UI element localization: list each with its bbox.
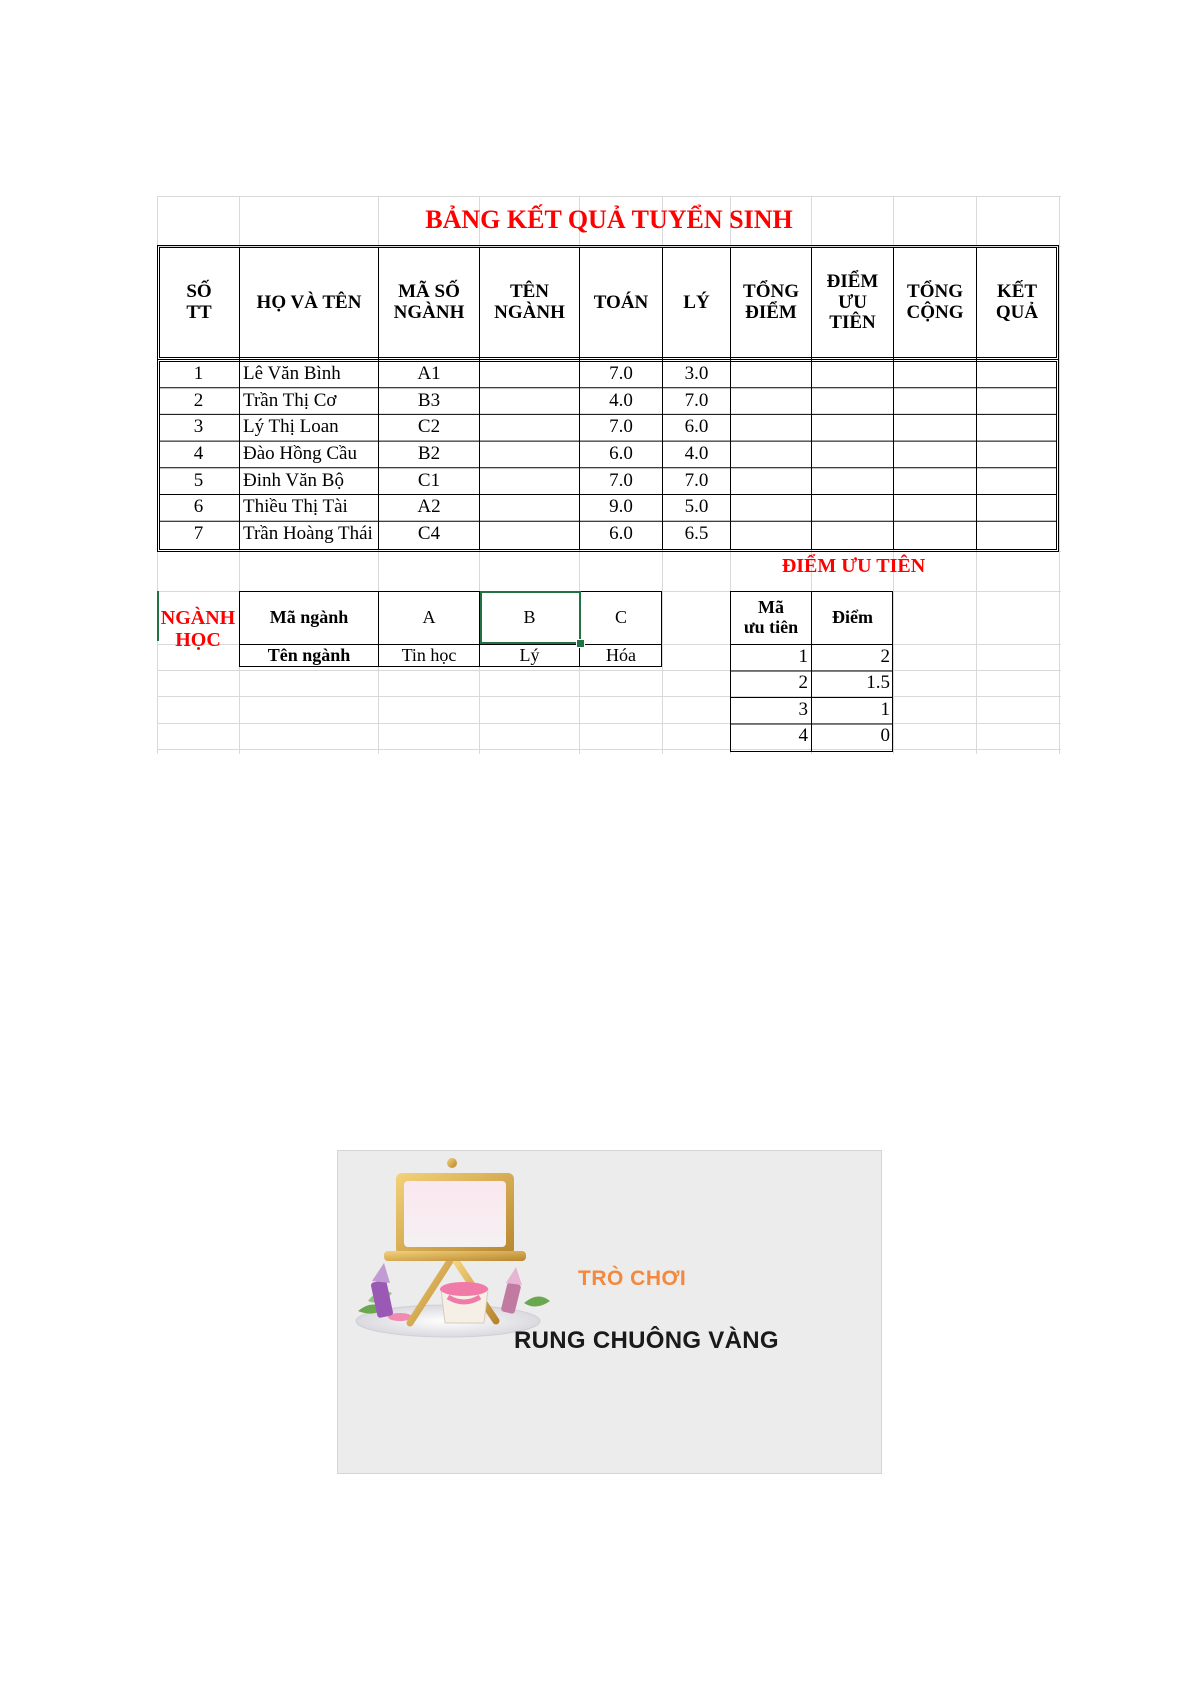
major-code-b[interactable]: B (523, 606, 536, 627)
header-total[interactable] (731, 250, 811, 356)
majors-label-line2: HỌC (175, 628, 221, 651)
header-priority-line3: TIÊN (829, 312, 876, 334)
priority-score[interactable]: 1 (880, 698, 890, 720)
row-math[interactable]: 7.0 (609, 416, 633, 438)
header-result-line2: QUẢ (995, 302, 1039, 323)
row-name[interactable]: Trần Thị Cơ (243, 389, 337, 411)
row-code[interactable]: A1 (417, 362, 441, 384)
priority-code-header-line2: ưu tiên (743, 616, 799, 637)
header-priority-line1: ĐIỂM (826, 270, 879, 292)
row-stt[interactable]: 3 (193, 416, 204, 438)
header-code-line1: MÃ SỐ (398, 281, 460, 303)
row-name[interactable]: Đinh Văn Bộ (243, 469, 344, 491)
major-name-c[interactable]: Hóa (606, 644, 636, 665)
majors-label[interactable] (157, 591, 239, 666)
priority-score[interactable]: 2 (880, 645, 890, 667)
header-priority[interactable] (812, 250, 893, 356)
game-subtitle: TRÒ CHƠI (578, 1267, 687, 1290)
priority-code[interactable]: 4 (798, 725, 808, 747)
header-grand-line1: TỔNG (907, 281, 963, 303)
game-slide (337, 1150, 882, 1474)
priority-score[interactable]: 0 (880, 725, 890, 747)
row-physics[interactable]: 7.0 (684, 469, 709, 491)
selection-edge-marker (157, 591, 159, 641)
row-stt[interactable]: 6 (193, 496, 204, 518)
header-code-line2: NGÀNH (393, 302, 465, 323)
results-spreadsheet (157, 196, 1061, 754)
row-physics[interactable]: 6.5 (684, 523, 709, 545)
majors-label-line1: NGÀNH (160, 606, 236, 629)
fill-handle[interactable] (576, 639, 585, 648)
priority-title: ĐIỂM ƯU TIÊN (781, 555, 926, 577)
row-math[interactable]: 4.0 (609, 389, 633, 411)
major-code-label[interactable]: Mã ngành (269, 606, 349, 627)
row-name[interactable]: Lý Thị Loan (243, 416, 339, 438)
row-physics[interactable]: 3.0 (684, 362, 709, 384)
row-name[interactable]: Thiều Thị Tài (243, 496, 348, 518)
header-code[interactable] (379, 250, 479, 356)
header-stt-line1: SỐ (186, 281, 212, 303)
row-physics[interactable]: 7.0 (684, 389, 709, 411)
priority-code-header[interactable] (731, 591, 811, 644)
major-name-b[interactable]: Lý (519, 644, 540, 665)
row-math[interactable]: 6.0 (609, 523, 633, 545)
row-stt[interactable]: 7 (193, 523, 204, 545)
row-code[interactable]: C1 (417, 469, 441, 491)
priority-code[interactable]: 3 (798, 698, 808, 720)
row-code[interactable]: C4 (417, 523, 441, 545)
row-math[interactable]: 9.0 (609, 496, 633, 518)
header-major-line2: NGÀNH (494, 302, 565, 323)
row-physics[interactable]: 5.0 (684, 496, 709, 518)
row-stt[interactable]: 5 (193, 469, 204, 491)
major-name-a[interactable]: Tin học (401, 644, 457, 665)
header-stt[interactable] (159, 250, 239, 356)
header-grand-line2: CỘNG (906, 302, 964, 323)
row-math[interactable]: 7.0 (609, 469, 633, 491)
header-result[interactable] (977, 250, 1057, 356)
header-physics[interactable]: LÝ (683, 291, 710, 313)
row-code[interactable]: B2 (417, 442, 441, 464)
row-physics[interactable]: 4.0 (684, 442, 709, 464)
row-code[interactable]: C2 (417, 416, 441, 438)
header-total-line1: TỔNG (743, 281, 799, 303)
priority-code-header-line1: Mã (758, 596, 784, 617)
easel-illustration (338, 1151, 573, 1351)
priority-code[interactable]: 2 (798, 672, 808, 694)
header-total-line2: ĐIỂM (745, 302, 797, 323)
header-priority-line2: ƯU (838, 291, 867, 313)
major-name-label[interactable]: Tên ngành (267, 644, 351, 665)
major-code-c[interactable]: C (614, 606, 627, 627)
header-result-line1: KẾT (996, 281, 1038, 303)
row-code[interactable]: B3 (417, 389, 441, 411)
header-stt-line2: TT (186, 302, 212, 323)
header-major-line1: TÊN (509, 281, 550, 303)
priority-code[interactable]: 1 (798, 645, 808, 667)
row-physics[interactable]: 6.0 (684, 416, 709, 438)
header-major[interactable] (480, 250, 579, 356)
row-name[interactable]: Trần Hoàng Thái (243, 523, 373, 545)
header-grand-total[interactable] (894, 250, 976, 356)
major-code-a[interactable]: A (422, 606, 436, 627)
row-name[interactable]: Lê Văn Bình (243, 362, 341, 384)
row-code[interactable]: A2 (417, 496, 441, 518)
sheet-title: BẢNG KẾT QUẢ TUYỂN SINH (425, 204, 793, 234)
header-name[interactable]: HỌ VÀ TÊN (256, 291, 362, 313)
priority-score-header[interactable]: Điểm (832, 606, 873, 627)
row-name[interactable]: Đào Hồng Cầu (243, 442, 357, 464)
row-stt[interactable]: 1 (193, 362, 204, 384)
row-stt[interactable]: 4 (193, 442, 204, 464)
priority-score[interactable]: 1.5 (866, 672, 890, 694)
game-title: RUNG CHUÔNG VÀNG (514, 1327, 779, 1354)
row-math[interactable]: 7.0 (609, 362, 633, 384)
row-stt[interactable]: 2 (193, 389, 204, 411)
selected-cell-outline (480, 591, 581, 644)
row-math[interactable]: 6.0 (609, 442, 633, 464)
header-math[interactable]: TOÁN (593, 291, 649, 313)
